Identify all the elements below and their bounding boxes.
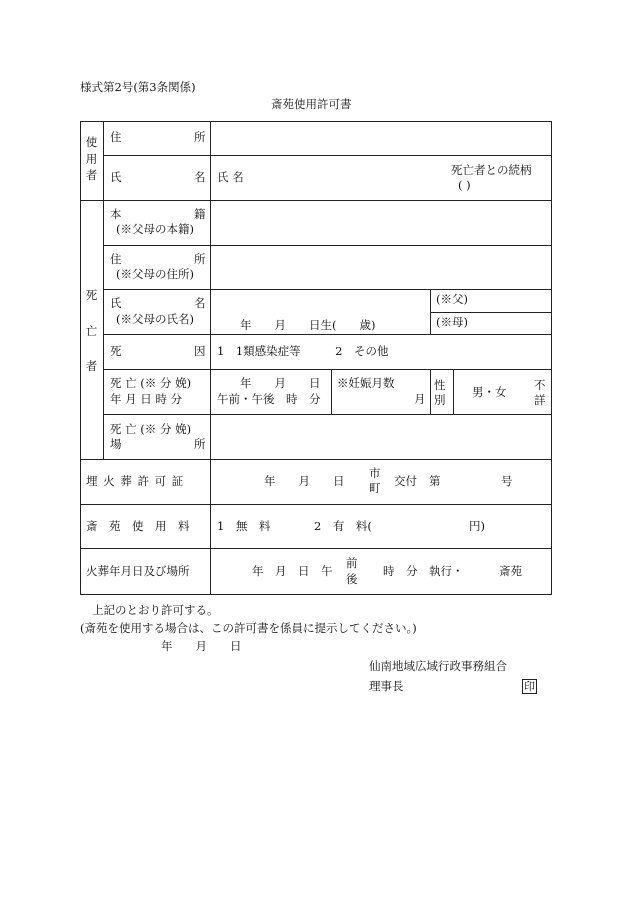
relation-label: 死亡者との続柄 [451, 163, 532, 177]
burial-date: 年 月 日 [264, 474, 345, 488]
burial-permit-label: 埋 火 葬 許 可 証 [86, 474, 185, 488]
cremation-time: 時 分 執行・ [383, 564, 464, 578]
vertical-label-char: 使 [85, 135, 98, 149]
deceased-name-label-b: 名 [194, 296, 206, 310]
death-place-label-2a: 場 [110, 437, 122, 451]
chairman-title: 理事長 [369, 679, 404, 693]
issue-date: 年 月 日 [161, 639, 242, 653]
user-name-label-a: 氏 [110, 170, 122, 184]
sex-unknown-1: 不 [534, 378, 546, 392]
deceased-address-label-a: 住 [110, 252, 122, 266]
vertical-label-char: 死 [85, 288, 98, 302]
user-address-label-a: 住 [110, 130, 122, 144]
town-label: 町 [369, 481, 381, 495]
death-date: 年 月 日 [240, 376, 321, 390]
death-place-label-1: 死 亡 (※ 分 娩) [110, 422, 192, 436]
sex-label-1: 性 [434, 378, 446, 392]
father-label: (※父) [436, 292, 468, 306]
user-group-label [84, 137, 99, 187]
ampm-pm: 後 [346, 572, 358, 586]
fee-label: 斎 苑 使 用 料 [86, 519, 190, 533]
number-prefix: 第 [429, 474, 441, 488]
city-label: 市 [369, 466, 381, 480]
user-address-label-b: 所 [194, 130, 206, 144]
ampm-am: 前 [346, 556, 358, 570]
pregnancy-label: ※妊娠月数 [337, 376, 395, 390]
sex-options: 男・女 [472, 385, 507, 399]
domicile-label-b: 籍 [194, 207, 206, 221]
user-name-label-b: 名 [194, 170, 206, 184]
fee-free: 1 無 料 [217, 519, 271, 533]
cause-label-a: 死 [110, 344, 122, 358]
deceased-name-note: (※父母の氏名) [116, 312, 194, 326]
user-name-prefix: 氏 名 [217, 170, 244, 184]
number-suffix: 号 [501, 474, 513, 488]
mother-label: (※母) [436, 315, 468, 329]
deceased-address-label-b: 所 [194, 252, 206, 266]
sex-unknown-2: 詳 [534, 393, 546, 407]
death-time: 午前・午後 時 分 [217, 392, 321, 406]
organization-name: 仙南地域広域行政事務組合 [369, 659, 507, 673]
issued-label: 交付 [394, 474, 417, 488]
document-title: 斎苑使用許可書 [271, 97, 352, 111]
relation-paren: ( ) [458, 178, 471, 192]
death-time-label-2: 年 月 日 時 分 [110, 392, 183, 406]
pregnancy-unit: 月 [414, 392, 426, 406]
cremation-date: 年 月 日 午 [252, 564, 333, 578]
sex-label-2: 別 [434, 393, 446, 407]
deceased-name-label-a: 氏 [110, 296, 122, 310]
domicile-label-a: 本 [110, 207, 122, 221]
birth-date: 年 月 日生( 歳) [240, 318, 376, 332]
seal-stamp: 印 [524, 680, 535, 693]
deceased-group-label [84, 290, 99, 397]
fee-paid: 2 有 料( [314, 519, 372, 533]
vertical-label-char: 者 [85, 359, 98, 373]
approval-statement: 上記のとおり許可する。 [92, 603, 219, 617]
domicile-note: (※父母の本籍) [116, 222, 194, 236]
deceased-address-note: (※父母の住所) [116, 267, 194, 281]
vertical-label-char: 用 [85, 151, 98, 166]
vertical-label-char: 亡 [85, 323, 98, 338]
vertical-label-char: 者 [85, 168, 98, 182]
cremation-label: 火葬年月日及び場所 [86, 564, 190, 578]
cause-options: 1 1類感染症等 2 その他 [217, 344, 389, 358]
death-time-label-1: 死 亡 (※ 分 娩) [110, 376, 192, 390]
death-place-label-2b: 所 [194, 437, 206, 451]
venue-suffix: 斎苑 [499, 564, 522, 578]
cause-label-b: 因 [194, 344, 206, 358]
fee-yen: 円) [469, 519, 485, 533]
usage-note: (斎苑を使用する場合は、この許可書を係員に提示してください。) [80, 621, 417, 635]
form-number: 様式第2号(第3条関係) [80, 80, 196, 94]
